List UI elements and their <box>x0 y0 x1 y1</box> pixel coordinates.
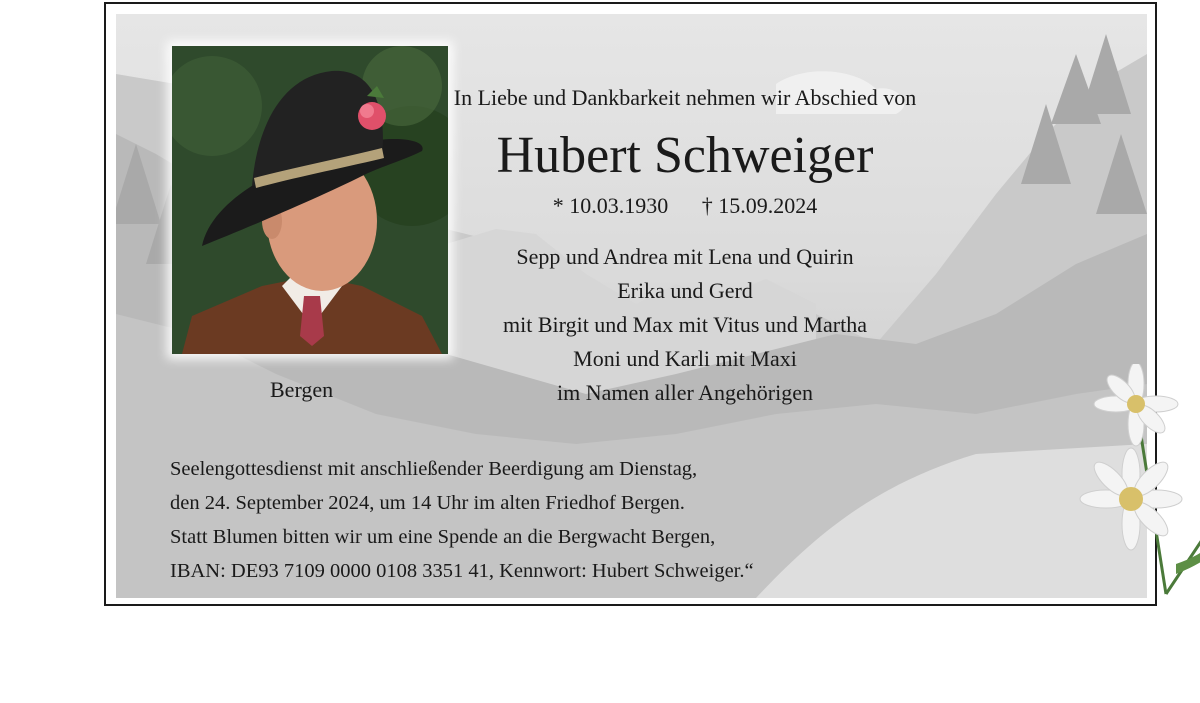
death-date: † 15.09.2024 <box>701 193 818 218</box>
mourner-line: im Namen aller Angehörigen <box>557 380 813 405</box>
life-dates <box>390 193 980 219</box>
mourner-line: mit Birgit und Max mit Vitus und Martha <box>503 312 867 337</box>
mourner-line: Erika und Gerd <box>617 278 753 303</box>
info-line: Seelengottesdienst mit anschließender Beerdigung am Dienstag, <box>170 458 698 480</box>
mourner-line: Sepp und Andrea mit Lena und Quirin <box>516 244 854 269</box>
place-of-residence: Bergen <box>270 377 334 402</box>
edelweiss-flower-icon <box>1076 364 1200 604</box>
info-line: Statt Blumen bitten wir um eine Spende an die Bergwacht Bergen, <box>170 526 716 548</box>
info-line: IBAN: DE93 7109 0000 0108 3351 41, Kennwort: Hubert Schweiger.“ <box>170 560 754 582</box>
funeral-information <box>170 452 754 588</box>
mourner-line: Moni und Karli mit Maxi <box>573 346 797 371</box>
farewell-intro: In Liebe und Dankbarkeit nehmen wir Abschied von <box>453 85 917 110</box>
info-line: den 24. September 2024, um 14 Uhr im alten Friedhof Bergen. <box>170 492 685 514</box>
deceased-name: Hubert Schweiger <box>496 127 874 184</box>
birth-date: * 10.03.1930 <box>552 193 669 218</box>
mourners-list <box>390 240 980 410</box>
